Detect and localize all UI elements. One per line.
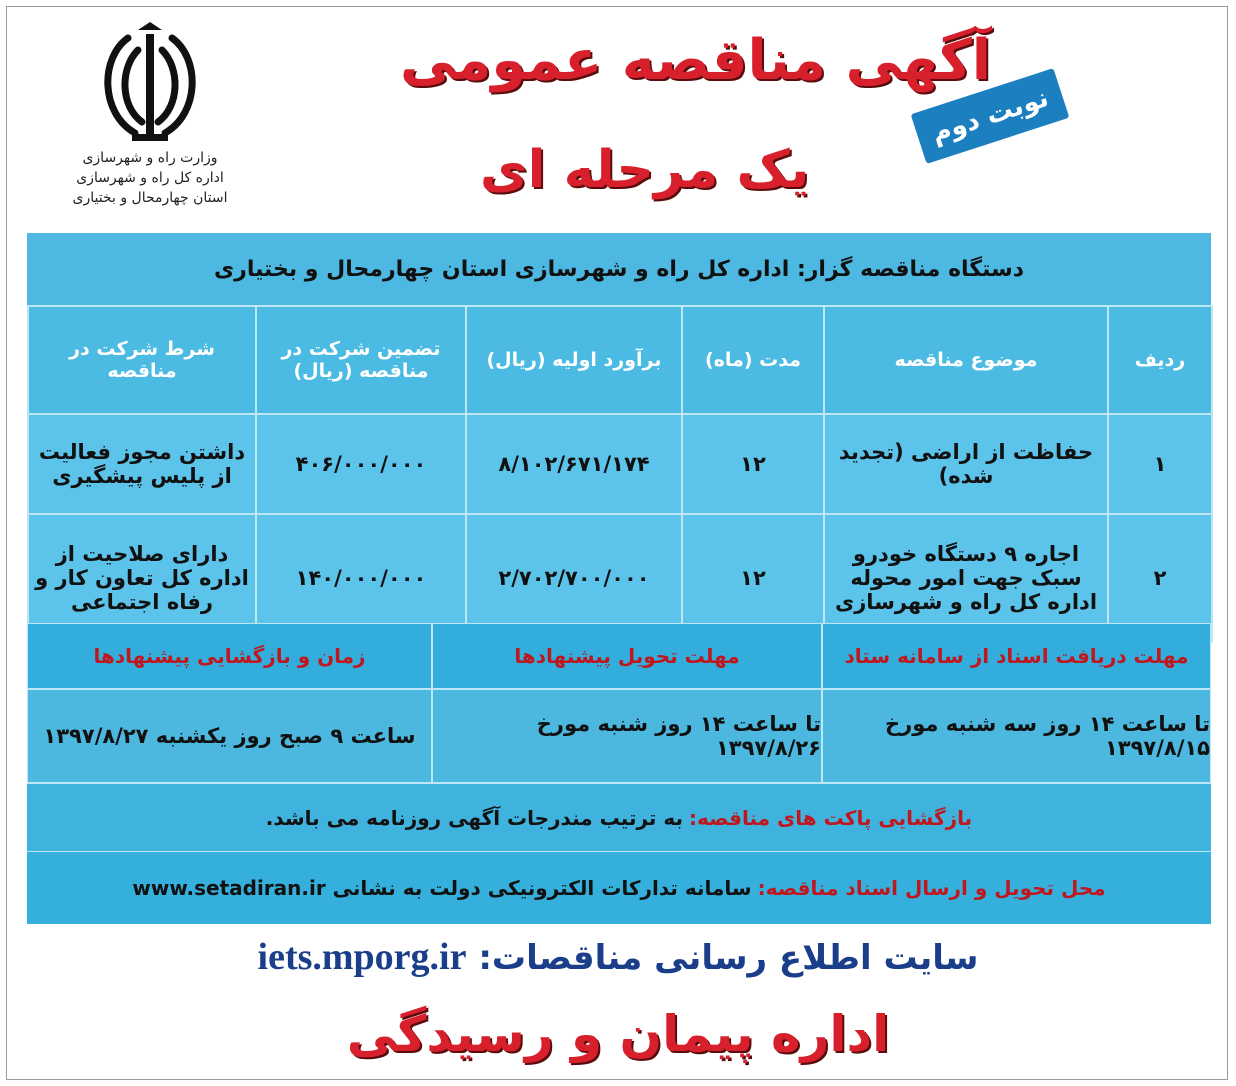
round-badge: نوبت دوم: [911, 68, 1070, 164]
cell-subject: اجاره ۹ دستگاه خودرو سبک جهت امور محوله اداره کل راه و شهرسازی: [824, 514, 1108, 642]
cell-condition: دارای صلاحیت از اداره کل تعاون کار و رفاه اجتماعی: [28, 514, 256, 642]
notice-title: آگهی مناقصه عمومی: [400, 28, 991, 93]
deadline-label-submission: مهلت تحویل پیشنهادها: [432, 623, 822, 689]
opening-note-text: به ترتیب مندرجات آگهی روزنامه می باشد.: [265, 806, 684, 830]
col-header-subject: موضوع مناقصه: [824, 306, 1108, 414]
tender-panel: [27, 233, 1211, 923]
deadline-value-documents: تا ساعت ۱۴ روز سه شنبه مورخ ۱۳۹۷/۸/۱۵: [822, 689, 1211, 783]
deadline-value-submission: تا ساعت ۱۴ روز شنبه مورخ ۱۳۹۷/۸/۲۶: [432, 689, 822, 783]
footer-department: اداره پیمان و رسیدگی: [346, 1005, 890, 1063]
cell-estimate: ۸/۱۰۲/۶۷۱/۱۷۴: [466, 414, 682, 514]
notice-subtitle: یک مرحله ای: [480, 140, 810, 200]
cell-row-number: ۱: [1108, 414, 1212, 514]
deadline-label-opening: زمان و بازگشایی پیشنهادها: [27, 623, 432, 689]
tender-info-site: [0, 935, 1236, 979]
delivery-note: [27, 851, 1211, 924]
col-header-estimate: برآورد اولیه (ریال): [466, 306, 682, 414]
tender-table: [27, 305, 1213, 643]
delivery-note-text: سامانه تدارکات الکترونیکی دولت به نشانی www.setadiran.ir: [132, 876, 752, 900]
col-header-duration: مدت (ماه): [682, 306, 824, 414]
col-header-row-number: ردیف: [1108, 306, 1212, 414]
deadlines-block: [27, 623, 1211, 783]
ministry-line-2: اداره کل راه و شهرسازی: [76, 170, 224, 186]
site-label: سایت اطلاع رسانی مناقصات:: [478, 938, 979, 978]
site-url[interactable]: iets.mporg.ir: [257, 936, 467, 978]
cell-guarantee: ۴۰۶/۰۰۰/۰۰۰: [256, 414, 466, 514]
deadline-value-opening: ساعت ۹ صبح روز یکشنبه ۱۳۹۷/۸/۲۷: [27, 689, 432, 783]
ministry-line-3: استان چهارمحال و بختیاری: [72, 190, 228, 206]
delivery-note-label: محل تحویل و ارسال اسناد مناقصه:: [757, 876, 1106, 900]
cell-estimate: ۲/۷۰۲/۷۰۰/۰۰۰: [466, 514, 682, 642]
ministry-line-1: وزارت راه و شهرسازی: [82, 150, 218, 166]
col-header-guarantee: تضمین شرکت در مناقصه (ریال): [256, 306, 466, 414]
cell-row-number: ۲: [1108, 514, 1212, 642]
cell-subject: حفاظت از اراضی (تجدید شده): [824, 414, 1108, 514]
table-header-row: [28, 306, 1212, 414]
opening-note-label: بازگشایی پاکت های مناقصه:: [689, 806, 973, 830]
cell-duration: ۱۲: [682, 514, 824, 642]
deadline-label-documents: مهلت دریافت اسناد از سامانه ستاد: [822, 623, 1211, 689]
ministry-logo: [60, 18, 240, 218]
cell-condition: داشتن مجوز فعالیت از پلیس پیشگیری: [28, 414, 256, 514]
iran-emblem-icon: [90, 18, 210, 148]
cell-duration: ۱۲: [682, 414, 824, 514]
col-header-condition: شرط شرکت در مناقصه: [28, 306, 256, 414]
cell-guarantee: ۱۴۰/۰۰۰/۰۰۰: [256, 514, 466, 642]
opening-note: [27, 783, 1211, 852]
organizer-header: دستگاه مناقصه گزار: اداره کل راه و شهرسازی استان چهارمحال و بختیاری: [27, 233, 1211, 305]
table-row: [28, 414, 1212, 514]
